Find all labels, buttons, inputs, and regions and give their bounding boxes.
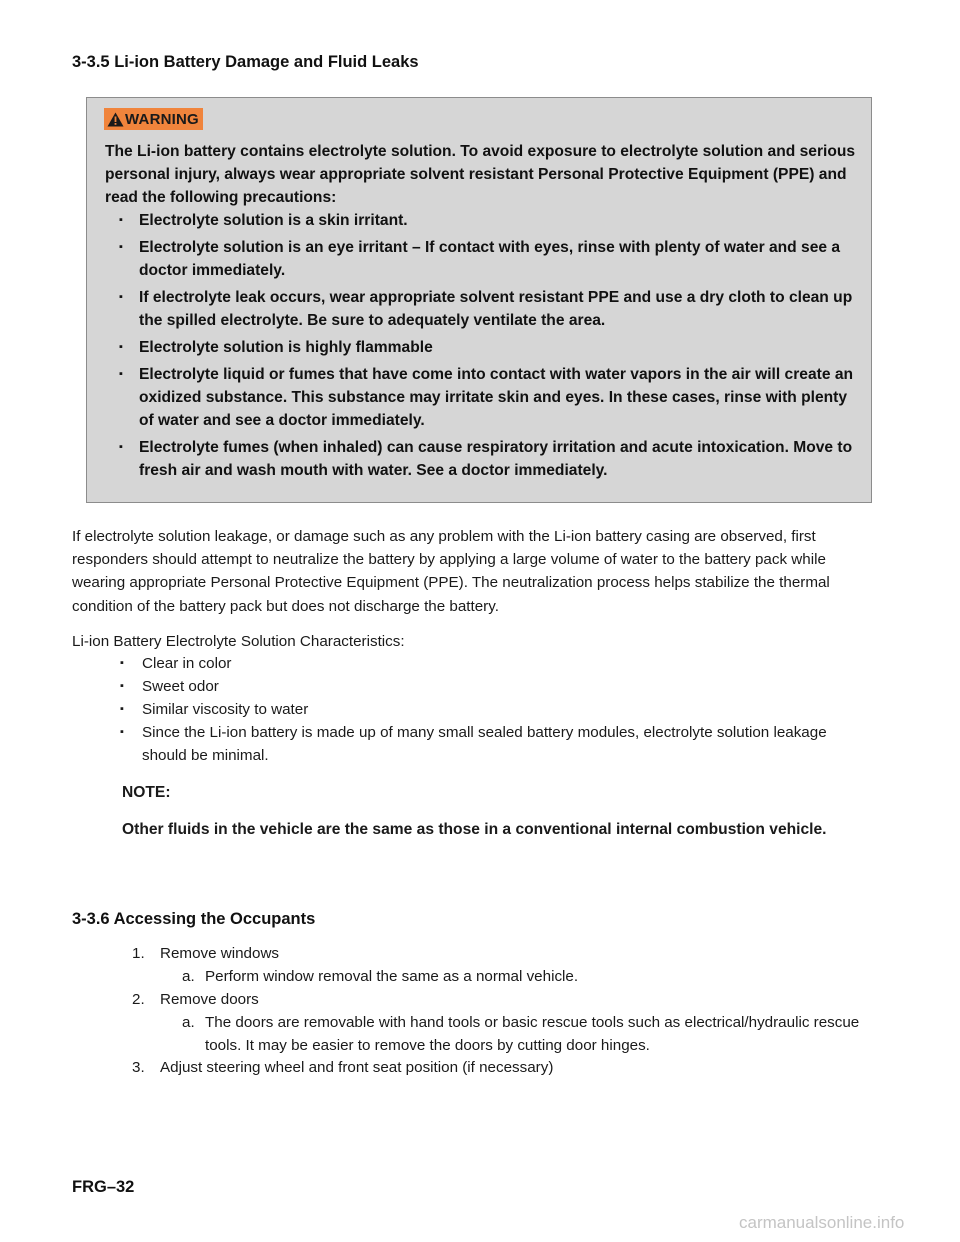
list-item: ▪ Similar viscosity to water bbox=[118, 698, 838, 721]
characteristics-label: Li-ion Battery Electrolyte Solution Characteristics: bbox=[72, 633, 405, 650]
warning-item: ▪ Electrolyte liquid or fumes that have come into contact with water vapors in the air will create an oxidized substance. This substance may irritate skin and eyes. In these cases, rinse with plenty of water and see a doctor immediately. bbox=[117, 363, 863, 432]
step-number: 1. bbox=[132, 945, 145, 962]
warning-item: ▪ Electrolyte fumes (when inhaled) can cause respiratory irritation and acute intoxication. Move to fresh air and wash mouth with water. See a doctor immediately. bbox=[117, 436, 863, 482]
list-item: ▪ Since the Li-ion battery is made up of many small sealed battery modules, electrolyte solution leakage should be minimal. bbox=[118, 721, 838, 767]
page-number: FRG–32 bbox=[72, 1178, 135, 1196]
list-item: ▪ Sweet odor bbox=[118, 675, 838, 698]
substep-letter: a. bbox=[182, 968, 195, 985]
note-label: NOTE: bbox=[122, 784, 171, 801]
step-number: 3. bbox=[132, 1059, 145, 1076]
warning-badge bbox=[104, 108, 203, 130]
substep-text: The doors are removable with hand tools or basic rescue tools such as electrical/hydraulic rescue tools. It may be easier to remove the doors by cutting door hinges. bbox=[205, 1014, 860, 1054]
warning-label: WARNING bbox=[125, 110, 199, 128]
step-number: 2. bbox=[132, 991, 145, 1008]
step-text: Adjust steering wheel and front seat position (if necessary) bbox=[160, 1059, 554, 1076]
warning-box bbox=[86, 97, 872, 503]
note-text: Other fluids in the vehicle are the same as those in a conventional internal combustion vehicle. bbox=[122, 821, 827, 838]
warning-item: ▪ Electrolyte solution is an eye irritant – If contact with eyes, rinse with plenty of water and see a doctor immediately. bbox=[117, 236, 863, 282]
step-text: Remove doors bbox=[160, 991, 259, 1008]
warning-item: ▪ Electrolyte solution is a skin irritant. bbox=[117, 209, 863, 232]
warning-intro: The Li-ion battery contains electrolyte solution. To avoid exposure to electrolyte solution and serious personal injury, always wear appropriate solvent resistant Personal Protective Equipment (PPE) and read the following precautions: bbox=[105, 143, 856, 206]
list-item: ▪ Clear in color bbox=[118, 652, 838, 675]
warning-list bbox=[117, 209, 863, 486]
substep-text: Perform window removal the same as a normal vehicle. bbox=[205, 968, 579, 985]
characteristics-list bbox=[118, 652, 838, 767]
warning-item: ▪ If electrolyte leak occurs, wear appropriate solvent resistant PPE and use a dry cloth to clean up the spilled electrolyte. Be sure to adequately ventilate the area. bbox=[117, 286, 863, 332]
warning-triangle-icon bbox=[107, 112, 124, 127]
section-heading: 3-3.5 Li-ion Battery Damage and Fluid Leaks bbox=[72, 53, 419, 71]
warning-item: ▪ Electrolyte solution is highly flammable bbox=[117, 336, 863, 359]
step-text: Remove windows bbox=[160, 945, 280, 962]
section-heading: 3-3.6 Accessing the Occupants bbox=[72, 910, 316, 928]
substep-letter: a. bbox=[182, 1014, 195, 1031]
body-paragraph: If electrolyte solution leakage, or damage such as any problem with the Li-ion battery casing are observed, first responders should attempt to neutralize the battery by applying a large volume of water to the battery pack while wearing appropriate Personal Protective Equipment (PPE). The neutralization process helps stabilize the thermal condition of the battery pack but does not discharge the battery. bbox=[72, 528, 830, 615]
watermark: carmanualsonline.info bbox=[739, 1213, 905, 1232]
